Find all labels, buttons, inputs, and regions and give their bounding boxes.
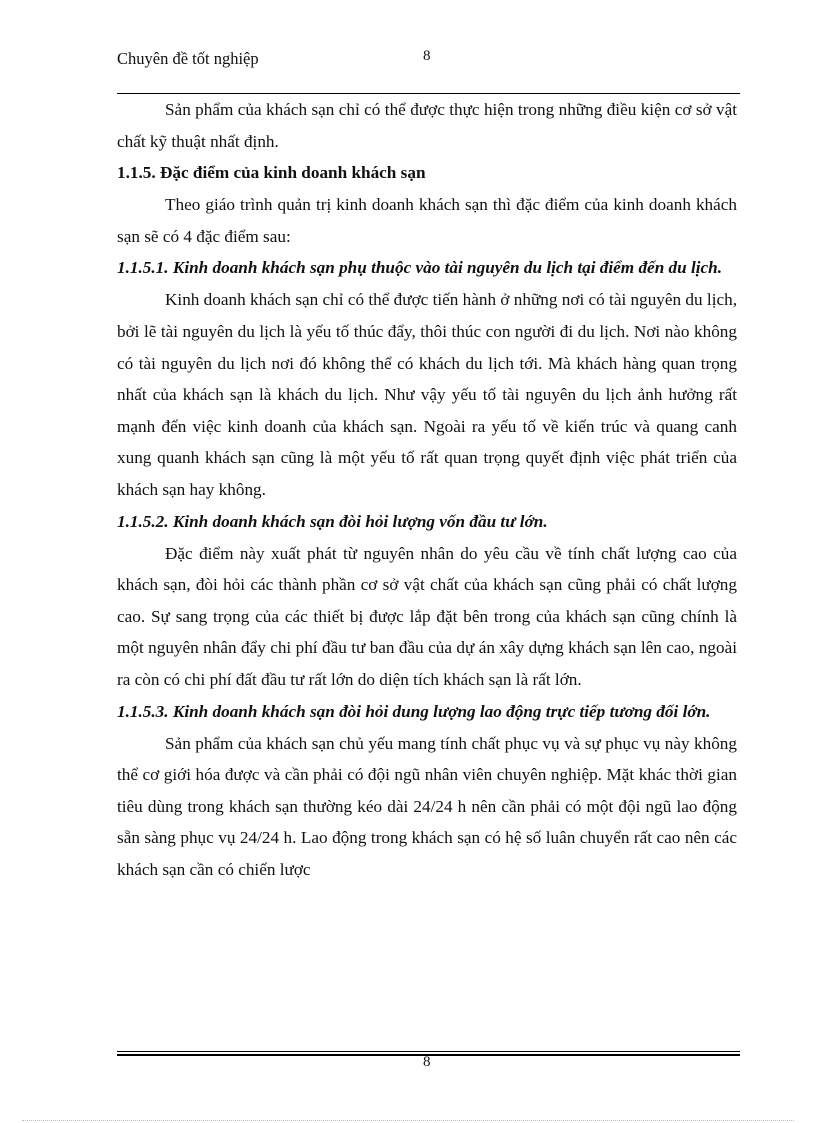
paragraph: Sản phẩm của khách sạn chỉ có thể được thực hiện trong những điều kiện cơ sở vật chất kỹ thuật nhất định. [117, 100, 737, 151]
document-body [117, 94, 737, 885]
paragraph: Sản phẩm của khách sạn chủ yếu mang tính chất phục vụ và sự phục vụ này không thể cơ giới hóa được và cần phải có đội ngũ nhân viên chuyên nghiệp. Mặt khác thời gian tiêu dùng trong khách sạn thường kéo dài 24/24 h nên cần phải có một đội ngũ lao động sẵn sàng phục vụ 24/24 h. Lao động trong khách sạn có hệ số luân chuyển rất cao nên các khách sạn cần có chiến lược [117, 733, 737, 879]
subsection-heading: 1.1.5.2. Kinh doanh khách sạn đòi hỏi lượng vốn đầu tư lớn. [117, 511, 548, 531]
paragraph: Theo giáo trình quản trị kinh doanh khách sạn thì đặc điểm của kinh doanh khách sạn sẽ có 4 đặc điểm sau: [117, 195, 737, 246]
section-heading: 1.1.5. Đặc điểm của kinh doanh khách sạn [117, 163, 426, 183]
subsection-heading: 1.1.5.1. Kinh doanh khách sạn phụ thuộc vào tài nguyên du lịch tại điểm đến du lịch. [117, 258, 723, 278]
footer-rule [117, 1051, 740, 1052]
header-page-number: 8 [423, 48, 431, 64]
page-edge-dotted-line [22, 1120, 794, 1121]
subsection-heading: 1.1.5.3. Kinh doanh khách sạn đòi hỏi dung lượng lao động trực tiếp tương đối lớn. [117, 701, 711, 721]
header-title: Chuyên đề tốt nghiệp [117, 49, 259, 68]
footer-page-number: 8 [423, 1054, 431, 1070]
paragraph: Kinh doanh khách sạn chỉ có thể được tiến hành ở những nơi có tài nguyên du lịch, bởi lẽ tài nguyên du lịch là yếu tố thúc đẩy, thôi thúc con người đi du lịch. Nơi nào không có tài nguyên du lịch nơi đó không thể có khách du lịch tới. Mà khách hàng quan trọng nhất của khách sạn là khách du lịch. Như vậy yếu tố tài nguyên du lịch ảnh hưởng rất mạnh đến việc kinh doanh của khách sạn. Ngoài ra yếu tố về kiến trúc và quang canh xung quanh khách sạn cũng là một yếu tố rất quan trọng quyết định việc phát triển của khách sạn hay không. [117, 290, 737, 499]
paragraph: Đặc điểm này xuất phát từ nguyên nhân do yêu cầu về tính chất lượng cao của khách sạn, đòi hỏi các thành phần cơ sở vật chất của khách sạn cũng phải có chất lượng cao. Sự sang trọng của các thiết bị được lắp đặt bên trong của khách sạn cũng chính là một nguyên nhân đẩy chi phí đầu tư ban đầu của dự án xây dựng khách sạn lên cao, ngoài ra còn có chi phí đất đầu tư rất lớn do diện tích khách sạn là rất lớn. [117, 543, 737, 689]
